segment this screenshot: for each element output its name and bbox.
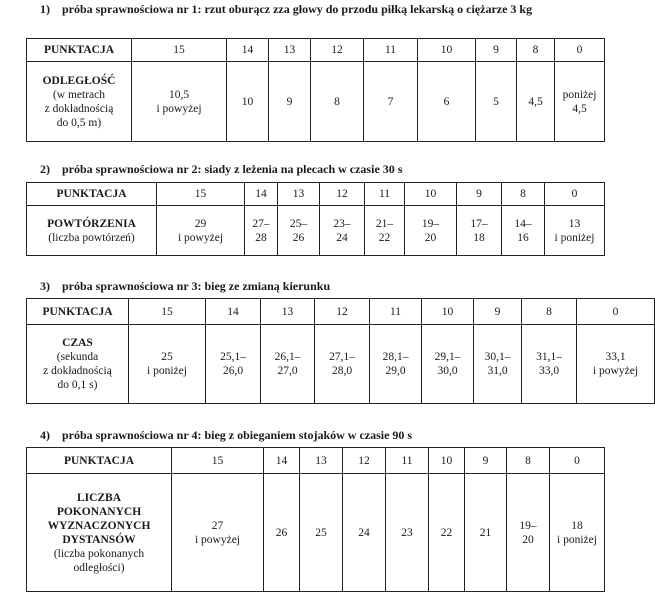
score-cell: 8 [517, 39, 555, 62]
score-cell: 14 [227, 39, 269, 62]
value-cell: 25 i poniżej [147, 351, 187, 377]
value-cell: 25– 26 [289, 217, 308, 244]
value-cell: 31,1– 33,0 [536, 351, 562, 377]
section-number: 3) [40, 279, 50, 293]
value-cell: 25,1– 26,0 [220, 351, 246, 377]
row-title: LICZBA POKONANYCH WYZNACZONYCH DYSTANSÓW [47, 491, 151, 546]
section-title: próba sprawnościowa nr 1: rzut oburącz zza głowy do przodu piłką lekarską o ciężarze 3 kg [62, 2, 533, 16]
value-cell: 21 [479, 526, 492, 539]
section-3-heading [40, 279, 600, 294]
section-2-table [26, 182, 605, 256]
value-row [27, 325, 655, 404]
value-cell: 7 [387, 95, 394, 108]
section-title: próba sprawnościowa nr 2: siady z leżenia na plecach w czasie 30 s [62, 162, 403, 176]
score-cell: 14 [245, 183, 278, 206]
score-cell: 0 [577, 299, 655, 325]
row-subtitle: (liczba powtórzeń) [48, 231, 135, 244]
score-cell: 11 [386, 448, 429, 474]
score-cell: 15 [157, 183, 245, 206]
score-cell: 15 [129, 299, 206, 325]
score-cell: 12 [311, 39, 364, 62]
score-row [27, 448, 605, 474]
value-cell: 26,1– 27,0 [274, 351, 301, 377]
score-cell: 0 [545, 183, 605, 206]
value-cell: 27 i powyżej [194, 519, 241, 546]
value-row [27, 62, 605, 142]
score-cell: 10 [429, 448, 465, 474]
row-subtitle: (sekunda z dokładnością do 0,1 s) [43, 351, 112, 391]
value-cell: 22 [440, 526, 453, 539]
value-cell: 13 i poniżej [554, 217, 595, 244]
section-title: próba sprawnościowa nr 4: bieg z obieganiem stojaków w czasie 90 s [62, 428, 413, 442]
section-title: próba sprawnościowa nr 3: bieg ze zmianą kierunku [62, 279, 331, 293]
score-cell: 0 [555, 39, 605, 62]
score-cell: 10 [422, 299, 474, 325]
score-cell: 11 [364, 39, 418, 62]
value-cell: 9 [286, 95, 293, 108]
score-cell: 12 [343, 448, 386, 474]
row-label-cell [27, 206, 157, 256]
header-label: PUNKTACJA [27, 183, 157, 206]
row-title: CZAS [62, 337, 93, 349]
score-cell: 8 [522, 299, 577, 325]
section-number: 1) [40, 2, 50, 16]
value-cell: 29,1– 30,0 [434, 351, 461, 377]
score-row [27, 39, 605, 62]
score-cell: 12 [315, 299, 370, 325]
header-label: PUNKTACJA [27, 39, 132, 62]
score-cell: 9 [474, 299, 522, 325]
score-cell: 10 [405, 183, 457, 206]
value-cell: 14– 16 [514, 217, 532, 244]
value-cell: 33,1 i powyżej [592, 351, 639, 377]
value-row [27, 206, 605, 256]
row-label-cell [27, 474, 172, 592]
row-title: ODLEGŁOŚĆ [42, 74, 116, 87]
score-row [27, 183, 605, 206]
value-cell: 19– 20 [421, 217, 440, 244]
value-cell: 23– 24 [333, 217, 351, 244]
section-4-table [26, 447, 605, 592]
value-cell: 4,5 [528, 95, 543, 108]
score-cell: 9 [457, 183, 502, 206]
value-cell: poniżej 4,5 [562, 88, 597, 115]
score-cell: 8 [507, 448, 550, 474]
score-cell: 11 [365, 183, 405, 206]
value-cell: 10,5 i powyżej [156, 88, 202, 115]
value-cell: 8 [334, 95, 340, 108]
value-cell: 21– 22 [375, 217, 394, 244]
header-label: PUNKTACJA [27, 448, 172, 474]
score-cell: 9 [476, 39, 517, 62]
value-cell: 18 i poniżej [557, 519, 597, 546]
value-cell: 30,1– 31,0 [484, 351, 511, 377]
score-cell: 15 [132, 39, 227, 62]
score-cell: 13 [269, 39, 311, 62]
score-cell: 9 [465, 448, 507, 474]
value-cell: 28,1– 29,0 [382, 351, 409, 377]
value-cell: 23 [401, 526, 413, 539]
score-cell: 8 [502, 183, 545, 206]
score-cell: 14 [264, 448, 300, 474]
score-cell: 10 [418, 39, 476, 62]
value-cell: 6 [443, 95, 450, 108]
row-subtitle: (w metrach z dokładnością do 0,5 m) [44, 88, 114, 129]
header-label: PUNKTACJA [27, 299, 129, 325]
section-1-heading [40, 2, 600, 17]
row-subtitle: (liczba pokonanych odległości) [53, 547, 145, 574]
score-cell: 13 [278, 183, 320, 206]
value-cell: 24 [358, 526, 370, 539]
value-cell: 5 [493, 95, 499, 108]
score-cell: 11 [370, 299, 422, 325]
score-cell: 13 [300, 448, 343, 474]
score-cell: 12 [320, 183, 365, 206]
value-cell: 27,1– 28,0 [329, 351, 355, 377]
row-title: POWTÓRZENIA [47, 217, 136, 230]
section-1-table [26, 38, 605, 142]
score-cell: 13 [261, 299, 315, 325]
value-cell: 26 [275, 526, 288, 539]
value-cell: 10 [241, 95, 254, 108]
row-label-cell [27, 62, 132, 142]
section-4-heading [40, 428, 600, 443]
value-cell: 29 i powyżej [177, 217, 224, 244]
value-cell: 17– 18 [470, 217, 488, 244]
row-label-cell [27, 325, 129, 404]
score-cell: 0 [550, 448, 605, 474]
score-row [27, 299, 655, 325]
value-cell: 25 [315, 526, 327, 539]
value-cell: 27– 28 [252, 217, 270, 244]
value-row [27, 474, 605, 592]
section-number: 4) [40, 428, 50, 442]
score-cell: 14 [206, 299, 261, 325]
section-3-table [26, 298, 655, 404]
value-cell: 19– 20 [519, 519, 537, 546]
section-number: 2) [40, 162, 50, 176]
score-cell: 15 [172, 448, 264, 474]
section-2-heading [40, 162, 600, 177]
